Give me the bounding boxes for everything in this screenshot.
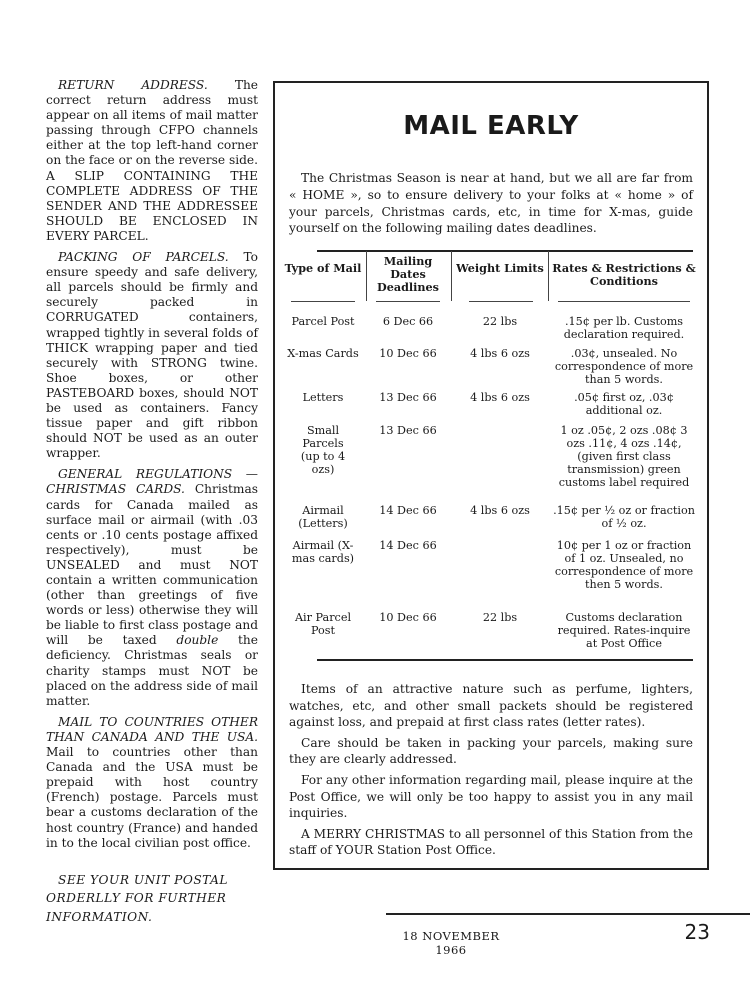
note-greeting: A MERRY CHRISTMAS to all personnel of this Station from the staff of YOUR Station Post Office. [289,826,693,858]
column-divider [366,251,367,301]
footer-date: 18 NOVEMBER 1966 [402,929,500,957]
other-countries-heading: MAIL TO COUNTRIES OTHER THAN CANADA AND THE USA. [46,714,258,744]
column-divider [451,251,452,301]
table-cell-rates: .15¢ per ½ oz or fraction of ½ oz. [553,504,695,530]
table-cell-weight: 4 lbs 6 ozs [470,347,530,360]
header-rates: Rates & Restrictions & Conditions [552,261,696,288]
table-cell-type: Air Parcel Post [294,611,352,637]
table-cell-rates: .03¢, unsealed. No correspondence of more than 5 words. [554,347,694,386]
table-top-rule [317,250,693,252]
table-cell-type: Small Parcels (up to 4 ozs) [300,424,346,476]
footer-rule [386,913,750,915]
closing-note: SEE YOUR UNIT POSTAL ORDERLLY FOR FURTHER INFORMATION. [46,872,229,924]
table-cell-date: 10 Dec 66 [379,347,437,360]
table-cell-rates: 10¢ per 1 oz or fraction of 1 oz. Unsealed, no correspondence of more then 5 words. [554,539,694,591]
mail-early-box [273,81,709,870]
table-cell-rates: Customs declaration required. Rates-inquire at Post Office [557,611,691,650]
general-regulations-body-end: the deficiency. Christmas seals or charity stamps must NOT be placed on the address side of mail matter. [46,633,258,708]
note-registration: Items of an attractive nature such as perfume, lighters, watches, etc, and other small packets should be registered against loss, and prepaid at first class rates (letter rates). [289,682,693,730]
table-cell-weight: 22 lbs [482,611,518,624]
packing-heading: PACKING OF PARCELS. [58,250,229,265]
intro-paragraph [289,170,693,237]
packing-paragraph [46,250,258,461]
table-cell-type: Airmail (X-mas cards) [291,539,355,565]
table-cell-date: 6 Dec 66 [382,315,434,328]
header-underline [376,301,440,302]
header-type: Type of Mail [284,261,362,275]
page-number: 23 [684,920,710,944]
table-cell-type: X-mas Cards [287,347,359,360]
table-cell-type: Letters [302,391,344,404]
table-cell-date: 10 Dec 66 [379,611,437,624]
note-packing: Care should be taken in packing your parcels, making sure they are clearly addressed. [289,735,693,767]
table-cell-date: 13 Dec 66 [379,424,437,437]
general-regulations-heading: GENERAL REGULATIONS — CHRISTMAS CARDS. [46,467,258,497]
table-bottom-rule [317,659,693,661]
header-date: Mailing Dates Deadlines [377,254,439,294]
general-regulations-emphasis: double [176,633,219,648]
bottom-notes [289,681,693,863]
headline: MAIL EARLY [403,111,579,141]
general-regulations-paragraph [46,467,258,709]
table-cell-date: 14 Dec 66 [379,504,437,517]
header-underline [469,301,533,302]
return-address-body: The correct return address must appear on all items of mail matter passing through CFPO channels either at the top left-hand corner on the face or on the reverse side. A SLIP CONTAINING THE COMPLETE ADDRESS OF THE SENDER AND THE ADDRESSEE SHOULD BE ENCLOSED IN EVERY PARCEL. [46,78,259,243]
general-regulations-body: Christmas cards for Canada mailed as surface mail or airmail (with .03 cents or .10 cents postage affixed respectively), must be UNSEALED and must NOT contain a written communication (other than greetings of five words or less) otherwise they will be liable to first class postage and will be taxed [46,482,258,648]
table-cell-date: 13 Dec 66 [379,391,437,404]
table-cell-rates: .15¢ per lb. Customs declaration required. [563,315,685,341]
return-address-paragraph [46,78,258,244]
table-cell-weight: 4 lbs 6 ozs [470,504,530,517]
other-countries-body: Mail to countries other than Canada and the USA must be prepaid with host country (French) postage. Parcels must bear a customs declaration of the host country (France) and handed in to the local civilian post office. [46,745,258,850]
table-cell-weight: 4 lbs 6 ozs [470,391,530,404]
table-cell-weight: 22 lbs [482,315,518,328]
intro-text: The Christmas Season is near at hand, but we all are far from « HOME », so to ensure delivery to your folks at « home » of your parcels, Christmas cards, etc, in time for X-mas, guide yourself on the following mailing dates deadlines. [289,171,693,236]
table-cell-rates: 1 oz .05¢, 2 ozs .08¢ 3 ozs .11¢, 4 ozs .14¢, (given first class transmission) green customs label required [558,424,690,489]
header-underline [291,301,355,302]
table-cell-type: Parcel Post [291,315,355,328]
table-cell-date: 14 Dec 66 [379,539,437,552]
left-column [46,78,258,932]
column-divider [548,251,549,301]
table-cell-type: Airmail (Letters) [298,504,348,530]
note-inquiries: For any other information regarding mail, please inquire at the Post Office, we will only be too happy to assist you in any mail inquiries. [289,772,693,821]
other-countries-paragraph [46,715,258,851]
return-address-heading: RETURN ADDRESS. [58,78,208,92]
table-cell-rates: .05¢ first oz, .03¢ additional oz. [574,391,674,417]
header-underline [558,301,690,302]
packing-body: To ensure speedy and safe delivery, all parcels should be firmly and securely packed in CORRUGATED containers, wrapped tightly in several folds of THICK wrapping paper and tied securely with STRONG twine. Shoe boxes, or other PASTEBOARD boxes, should NOT be used as containers. Fancy tissue paper and gift ribbon should NOT be used as an outer wrapper. [46,250,258,461]
header-weight: Weight Limits [456,261,544,275]
